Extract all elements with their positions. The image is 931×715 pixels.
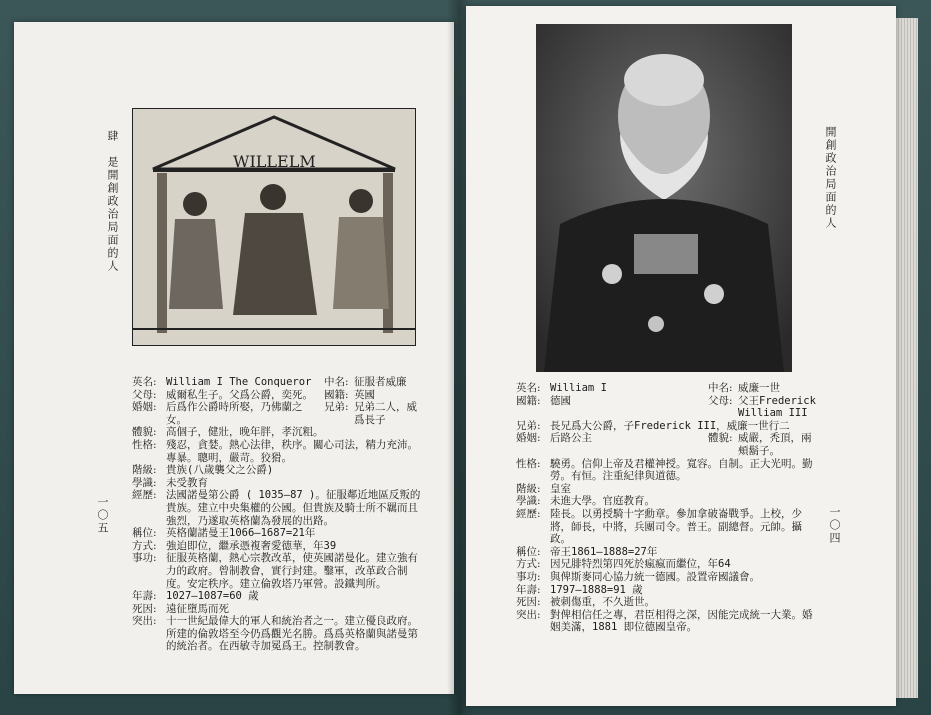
biography-row bbox=[516, 483, 816, 496]
field-value: 英國 bbox=[354, 388, 375, 401]
bayeux-tapestry-photo bbox=[132, 108, 416, 346]
field-label: 事功: bbox=[132, 552, 157, 565]
field-label: 體貌: bbox=[708, 432, 733, 445]
field-label: 父母: bbox=[132, 388, 157, 401]
biography-row bbox=[516, 609, 816, 634]
field-value: William I bbox=[550, 382, 607, 394]
field-label: 中名: bbox=[324, 376, 349, 388]
left-page bbox=[14, 22, 454, 694]
biography-row bbox=[132, 477, 424, 490]
field-label: 經歷: bbox=[516, 507, 541, 520]
field-label: 性格: bbox=[516, 457, 541, 470]
field-value: 與俾斯麥同心協力統一德國。設置帝國議會。 bbox=[550, 570, 760, 583]
field-label: 方式: bbox=[516, 558, 541, 571]
field-label: 英名: bbox=[516, 382, 541, 394]
field-label: 國籍: bbox=[516, 394, 541, 407]
biography-row bbox=[132, 590, 424, 603]
biography-row bbox=[516, 495, 816, 508]
page-edges bbox=[896, 18, 918, 698]
biography-row bbox=[132, 489, 424, 527]
field-value: 1797—1888=91 歲 bbox=[550, 583, 643, 596]
biography-row bbox=[516, 432, 816, 457]
field-label: 年壽: bbox=[516, 583, 541, 596]
field-label: 方式: bbox=[132, 539, 157, 552]
biography-row bbox=[132, 464, 424, 477]
field-label: 死因: bbox=[132, 602, 157, 615]
biography-row bbox=[516, 571, 816, 584]
field-value: 驍勇。信仰上帝及君權神授。寬容。自制。正大光明。勤勞。有恒。注重紀律與道德。 bbox=[550, 457, 813, 483]
biography-row bbox=[132, 376, 424, 389]
field-label: 父母: bbox=[708, 394, 733, 407]
field-value: 德國 bbox=[550, 394, 571, 407]
field-label: 階級: bbox=[132, 464, 157, 477]
right-page bbox=[466, 6, 896, 706]
field-label: 階級: bbox=[516, 482, 541, 495]
field-value: 陸長。以勇授騎十字勳章。參加拿破崙戰爭。上校，少將，師長，中將，兵團司令。普王。副總督。元帥。攝政。 bbox=[550, 507, 802, 546]
biography-row bbox=[132, 615, 424, 653]
field-label: 性格: bbox=[132, 438, 157, 451]
biography-row bbox=[132, 439, 424, 464]
biography-row bbox=[516, 584, 816, 597]
biography-row bbox=[132, 540, 424, 553]
field-value: 父王Frederick William III bbox=[738, 394, 823, 420]
field-value: 威嚴，秃頂，兩頰鬍子。 bbox=[738, 432, 812, 457]
field-value: 被刺傷重，不久逝世。 bbox=[550, 596, 655, 609]
biography-row bbox=[516, 394, 823, 420]
field-value: 皇室 bbox=[550, 482, 571, 495]
portrait-illustration bbox=[536, 24, 792, 372]
biography-row bbox=[516, 546, 816, 559]
biography-list bbox=[132, 376, 424, 653]
field-value: 兄弟二人，威爲長子 bbox=[354, 401, 417, 426]
field-label: 突出: bbox=[516, 608, 541, 621]
field-label: 經歷: bbox=[132, 489, 157, 502]
biography-row bbox=[132, 527, 424, 540]
field-value: 未受教育 bbox=[166, 476, 208, 489]
field-value: 后路公主 bbox=[550, 432, 592, 445]
field-label: 體貌: bbox=[132, 426, 157, 439]
field-value: 后爲作公爵時所娶，乃佛蘭之女。 bbox=[166, 401, 303, 426]
field-value: 對俾相信任之專，君臣相得之深，因能完成統一大業。婚姻美滿，1881 即位德國皇帝。 bbox=[550, 608, 813, 634]
field-label: 學識: bbox=[516, 495, 541, 508]
biography-row bbox=[132, 389, 424, 402]
field-value: 長兄爲大公爵，子Frederick III，威廉一世行二 bbox=[550, 419, 790, 432]
field-value: 殘忍，貪婪。熱心法律，秩序。關心司法，精力充沛。專暴。聰明，嚴苛。狡猾。 bbox=[166, 438, 418, 464]
field-label: 事功: bbox=[516, 570, 541, 583]
field-value: 貴族(八歲襲父之公爵) bbox=[166, 464, 274, 477]
portrait-photo bbox=[536, 24, 792, 372]
biography-row bbox=[132, 603, 424, 616]
field-value: William I The Conqueror bbox=[166, 376, 312, 388]
field-value: 法國諾曼第公爵 ( 1035—87 )。征服鄰近地區反叛的貴族。建立中央集權的公國。但貴族及騎士所不羈而且強烈，乃遂取英格蘭為發展的出路。 bbox=[166, 489, 421, 527]
field-value: 遠征墮馬而死 bbox=[166, 602, 229, 615]
field-label: 死因: bbox=[516, 596, 541, 609]
biography-row bbox=[516, 508, 816, 546]
biography-row bbox=[516, 458, 816, 483]
field-label: 兄弟: bbox=[516, 419, 541, 432]
tapestry-inscription: WILLELM bbox=[233, 152, 316, 171]
field-value: 未進大學。官庭教育。 bbox=[550, 495, 655, 508]
field-label: 婚姻: bbox=[132, 401, 157, 414]
field-value: 帝王1861—1888=27年 bbox=[550, 545, 658, 558]
biography-row bbox=[516, 420, 816, 433]
chapter-caption: 肆 是開創政治局面的人 bbox=[106, 130, 119, 273]
field-label: 稱位: bbox=[516, 545, 541, 558]
field-label: 兄弟: bbox=[324, 401, 349, 414]
field-value: 因兄腓特烈第四死於瘋瘋而繼位，年64 bbox=[550, 558, 731, 571]
field-value: 強迫即位，繼承憑複奢愛德華，年39 bbox=[166, 539, 337, 552]
field-label: 學識: bbox=[132, 476, 157, 489]
field-value: 英格蘭諾曼王1066—1687=21年 bbox=[166, 527, 316, 540]
field-label: 英名: bbox=[132, 376, 157, 388]
biography-list bbox=[516, 382, 823, 634]
field-label: 年壽: bbox=[132, 590, 157, 603]
biography-row bbox=[516, 596, 816, 609]
field-value: 征服英格蘭，熱心宗教改革，使英國諾曼化。建立強有力的政府。曾制教會，實行封建。鑿軍，改革政合制度。安定秩序。建立倫敦塔乃軍營。設鐵判所。 bbox=[166, 552, 418, 590]
biography-row bbox=[132, 552, 424, 590]
biography-row bbox=[516, 558, 816, 571]
field-label: 婚姻: bbox=[516, 432, 541, 445]
field-value: 1027—1087=60 歲 bbox=[166, 590, 259, 603]
biography-row bbox=[132, 401, 424, 426]
tapestry-illustration bbox=[133, 109, 415, 345]
field-label: 稱位: bbox=[132, 527, 157, 540]
biography-row bbox=[132, 426, 424, 439]
field-label: 國籍: bbox=[324, 388, 349, 401]
page-number: 一〇五 bbox=[96, 496, 109, 535]
field-label: 突出: bbox=[132, 615, 157, 628]
chapter-caption: 開創政治局面的人 bbox=[824, 126, 837, 230]
field-value: 高個子，健壯，晚年胖，孝沉粗。 bbox=[166, 426, 324, 439]
page-number: 一〇四 bbox=[828, 506, 841, 545]
field-value: 威廉一世 bbox=[738, 382, 780, 394]
field-value: 征服者威廉 bbox=[354, 376, 407, 388]
field-value: 威爾私生子。父爲公爵，奕死。 bbox=[166, 388, 313, 401]
field-label: 中名: bbox=[708, 382, 733, 394]
field-value: 十一世紀最偉大的軍人和統治者之一。建立優良政府。所建的倫敦塔至今仍爲觀光名勝。爲爲英格蘭與諾曼第的統治者。在西敏寺加冕爲王。控制教會。 bbox=[166, 615, 418, 653]
biography-row bbox=[516, 382, 816, 395]
